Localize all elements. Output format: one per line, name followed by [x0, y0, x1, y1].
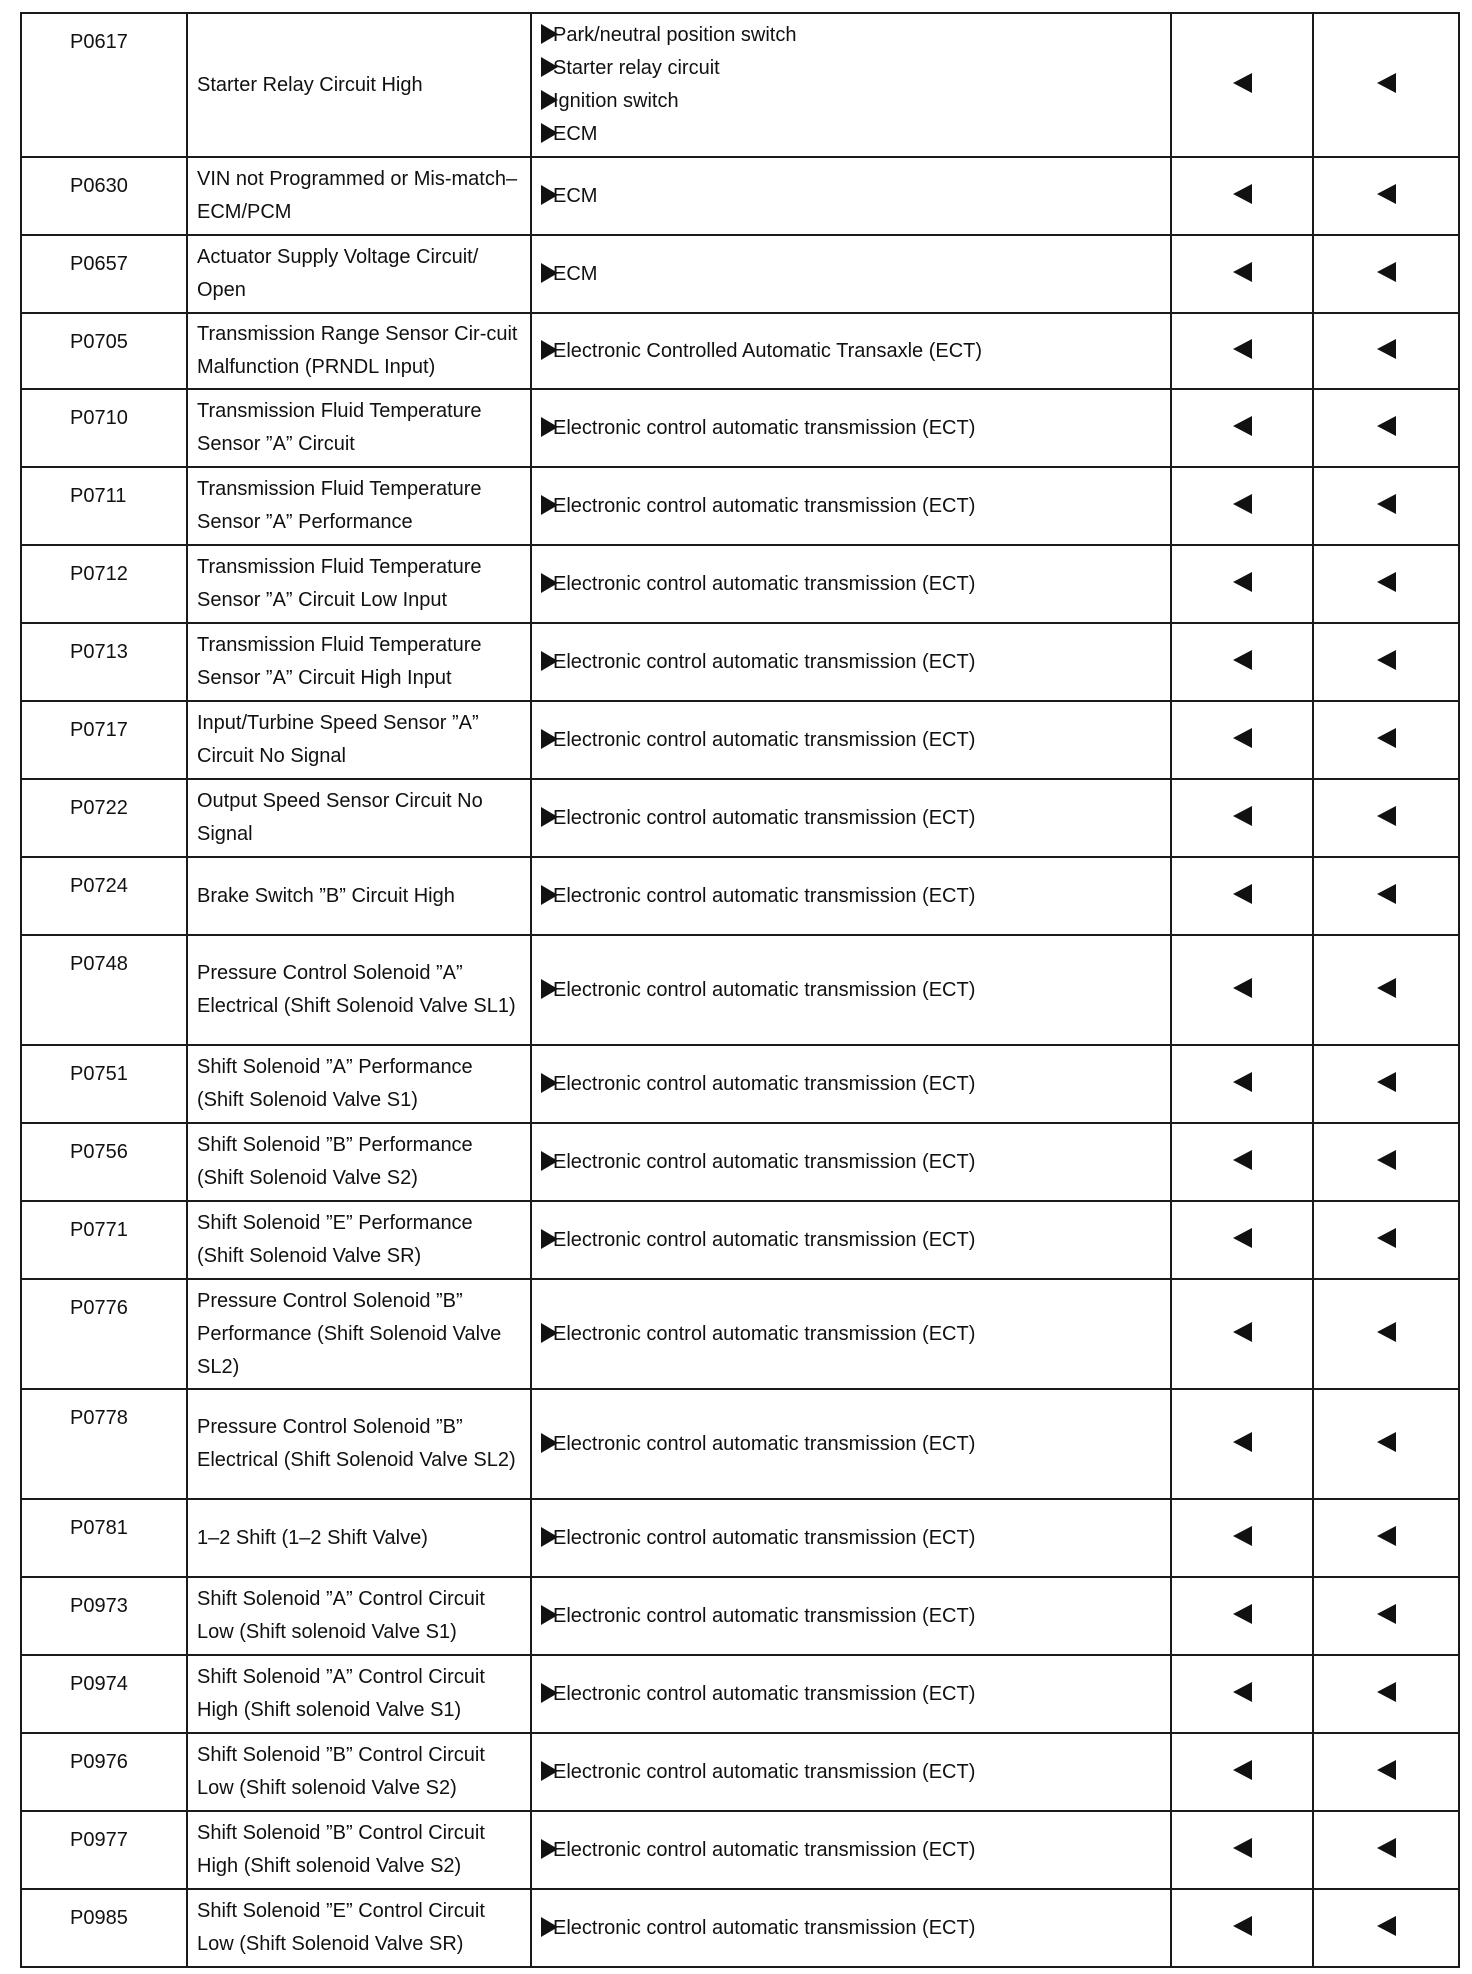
memory-mark-cell — [1313, 467, 1459, 545]
trouble-area-item — [541, 118, 1170, 151]
left-triangle-mark-icon — [1377, 1760, 1396, 1780]
trouble-area-item — [541, 1522, 1170, 1555]
dtc-code-cell — [21, 1811, 187, 1889]
trouble-area-item — [541, 258, 1170, 291]
mil-mark-cell — [1171, 1733, 1313, 1811]
mil-mark-cell — [1171, 857, 1313, 935]
dtc-description: Shift Solenoid ”A” Control Circuit High (Shift solenoid Valve S1) — [187, 1655, 531, 1733]
dtc-code: P0973 — [70, 1595, 128, 1617]
left-triangle-mark-icon — [1233, 650, 1252, 670]
memory-mark-cell — [1313, 1499, 1459, 1577]
left-triangle-mark-icon — [1377, 1432, 1396, 1452]
dtc-code: P0724 — [70, 875, 128, 897]
dtc-code: P0657 — [70, 253, 128, 275]
trouble-area-text: Electronic control automatic transmission (ECT) — [553, 1682, 976, 1705]
trouble-area-cell — [531, 1889, 1171, 1967]
dtc-description: Pressure Control Solenoid ”B” Performance (Shift Solenoid Valve SL2) — [187, 1279, 531, 1389]
dtc-code: P0977 — [70, 1829, 128, 1851]
memory-mark-cell — [1313, 1655, 1459, 1733]
trouble-area-cell — [531, 1279, 1171, 1389]
trouble-area-text: Starter relay circuit — [553, 57, 720, 79]
table-row — [21, 623, 1459, 701]
left-triangle-mark-icon — [1233, 978, 1252, 998]
left-triangle-mark-icon — [1233, 572, 1252, 592]
trouble-area-item — [541, 490, 1170, 523]
trouble-area-text: Electronic control automatic transmission (ECT) — [553, 1760, 976, 1783]
trouble-area-text: Electronic control automatic transmission (ECT) — [553, 650, 976, 673]
dtc-description: Brake Switch ”B” Circuit High — [187, 857, 531, 935]
trouble-area-text: ECM — [553, 184, 598, 207]
dtc-code-cell — [21, 857, 187, 935]
left-triangle-mark-icon — [1233, 339, 1252, 359]
dtc-description: Shift Solenoid ”B” Control Circuit High (Shift solenoid Valve S2) — [187, 1811, 531, 1889]
dtc-description: Transmission Range Sensor Cir-cuit Malfunction (PRNDL Input) — [187, 313, 531, 389]
dtc-code: P0985 — [70, 1907, 128, 1929]
trouble-area-item — [541, 568, 1170, 601]
trouble-area-cell — [531, 157, 1171, 235]
table-row — [21, 467, 1459, 545]
dtc-code: P0771 — [70, 1219, 128, 1241]
dtc-code: P0617 — [70, 31, 128, 53]
dtc-table-body — [21, 13, 1459, 1967]
trouble-area-cell — [531, 235, 1171, 313]
trouble-area-item — [541, 1600, 1170, 1633]
dtc-code-cell — [21, 313, 187, 389]
dtc-code-cell — [21, 1279, 187, 1389]
mil-mark-cell — [1171, 623, 1313, 701]
dtc-code: P0630 — [70, 175, 128, 197]
dtc-code: P0711 — [70, 485, 127, 507]
dtc-code-cell — [21, 235, 187, 313]
memory-mark-cell — [1313, 13, 1459, 157]
dtc-table — [20, 12, 1460, 1968]
trouble-area-text: Electronic control automatic transmission (ECT) — [553, 806, 976, 829]
trouble-area-cell — [531, 1655, 1171, 1733]
trouble-area-item — [541, 974, 1170, 1007]
dtc-code: P0781 — [70, 1517, 128, 1539]
mil-mark-cell — [1171, 1811, 1313, 1889]
left-triangle-mark-icon — [1377, 884, 1396, 904]
mil-mark-cell — [1171, 389, 1313, 467]
trouble-area-text: Electronic control automatic transmission (ECT) — [553, 1526, 976, 1549]
mil-mark-cell — [1171, 235, 1313, 313]
left-triangle-mark-icon — [1377, 262, 1396, 282]
trouble-area-text: Electronic control automatic transmission (ECT) — [553, 1322, 976, 1345]
trouble-area-text: Ignition switch — [553, 90, 679, 112]
left-triangle-mark-icon — [1233, 494, 1252, 514]
dtc-description: Shift Solenoid ”E” Performance (Shift Solenoid Valve SR) — [187, 1201, 531, 1279]
trouble-area-cell — [531, 313, 1171, 389]
memory-mark-cell — [1313, 935, 1459, 1045]
dtc-code: P0722 — [70, 797, 128, 819]
mil-mark-cell — [1171, 1389, 1313, 1499]
table-row — [21, 389, 1459, 467]
memory-mark-cell — [1313, 1889, 1459, 1967]
mil-mark-cell — [1171, 467, 1313, 545]
trouble-area-text: Electronic control automatic transmission (ECT) — [553, 1432, 976, 1455]
dtc-code: P0710 — [70, 407, 128, 429]
trouble-area-item — [541, 1756, 1170, 1789]
left-triangle-mark-icon — [1377, 1682, 1396, 1702]
table-row — [21, 1577, 1459, 1655]
memory-mark-cell — [1313, 1201, 1459, 1279]
table-row — [21, 935, 1459, 1045]
dtc-code: P0776 — [70, 1297, 128, 1319]
trouble-area-cell — [531, 623, 1171, 701]
memory-mark-cell — [1313, 1577, 1459, 1655]
table-row — [21, 779, 1459, 857]
mil-mark-cell — [1171, 545, 1313, 623]
trouble-area-item — [541, 724, 1170, 757]
dtc-code-cell — [21, 157, 187, 235]
trouble-area-text: Electronic control automatic transmission (ECT) — [553, 572, 976, 595]
trouble-area-item — [541, 335, 1170, 368]
trouble-area-text: ECM — [553, 123, 598, 145]
left-triangle-mark-icon — [1233, 1838, 1252, 1858]
trouble-area-cell — [531, 1045, 1171, 1123]
dtc-code-cell — [21, 1577, 187, 1655]
memory-mark-cell — [1313, 235, 1459, 313]
dtc-code-cell — [21, 13, 187, 157]
trouble-area-text: Electronic control automatic transmission (ECT) — [553, 728, 976, 751]
left-triangle-mark-icon — [1233, 806, 1252, 826]
dtc-code: P0976 — [70, 1751, 128, 1773]
dtc-code-cell — [21, 545, 187, 623]
table-row — [21, 1499, 1459, 1577]
dtc-description: Input/Turbine Speed Sensor ”A” Circuit No Signal — [187, 701, 531, 779]
left-triangle-mark-icon — [1233, 1322, 1252, 1342]
dtc-description: 1–2 Shift (1–2 Shift Valve) — [187, 1499, 531, 1577]
mil-mark-cell — [1171, 1123, 1313, 1201]
dtc-code-cell — [21, 1123, 187, 1201]
table-row — [21, 1123, 1459, 1201]
left-triangle-mark-icon — [1233, 1072, 1252, 1092]
dtc-description: Starter Relay Circuit High — [187, 13, 531, 157]
dtc-description: Shift Solenoid ”B” Control Circuit Low (Shift solenoid Valve S2) — [187, 1733, 531, 1811]
table-row — [21, 1733, 1459, 1811]
trouble-area-cell — [531, 545, 1171, 623]
left-triangle-mark-icon — [1377, 1150, 1396, 1170]
dtc-code-cell — [21, 1655, 187, 1733]
memory-mark-cell — [1313, 1279, 1459, 1389]
left-triangle-mark-icon — [1377, 1604, 1396, 1624]
memory-mark-cell — [1313, 1811, 1459, 1889]
dtc-code: P0756 — [70, 1141, 128, 1163]
memory-mark-cell — [1313, 1389, 1459, 1499]
table-row — [21, 1201, 1459, 1279]
mil-mark-cell — [1171, 1201, 1313, 1279]
trouble-area-item — [541, 1428, 1170, 1461]
trouble-area-text: Park/neutral position switch — [553, 24, 797, 46]
trouble-area-cell — [531, 1577, 1171, 1655]
table-row — [21, 13, 1459, 157]
left-triangle-mark-icon — [1377, 416, 1396, 436]
left-triangle-mark-icon — [1233, 1760, 1252, 1780]
left-triangle-mark-icon — [1377, 1916, 1396, 1936]
left-triangle-mark-icon — [1377, 650, 1396, 670]
trouble-area-item — [541, 19, 1170, 52]
mil-mark-cell — [1171, 701, 1313, 779]
dtc-code: P0713 — [70, 641, 128, 663]
memory-mark-cell — [1313, 313, 1459, 389]
left-triangle-mark-icon — [1377, 1322, 1396, 1342]
trouble-area-text: Electronic control automatic transmission (ECT) — [553, 1604, 976, 1627]
left-triangle-mark-icon — [1233, 1682, 1252, 1702]
dtc-code: P0717 — [70, 719, 128, 741]
trouble-area-item — [541, 1678, 1170, 1711]
trouble-area-item — [541, 1912, 1170, 1945]
trouble-area-cell — [531, 1201, 1171, 1279]
dtc-code-cell — [21, 935, 187, 1045]
table-row — [21, 1889, 1459, 1967]
dtc-description: Transmission Fluid Temperature Sensor ”A” Performance — [187, 467, 531, 545]
trouble-area-cell — [531, 467, 1171, 545]
memory-mark-cell — [1313, 623, 1459, 701]
trouble-area-cell — [531, 701, 1171, 779]
mil-mark-cell — [1171, 1499, 1313, 1577]
dtc-code-cell — [21, 1889, 187, 1967]
left-triangle-mark-icon — [1377, 978, 1396, 998]
left-triangle-mark-icon — [1233, 73, 1252, 93]
trouble-area-item — [541, 1146, 1170, 1179]
trouble-area-text: Electronic Controlled Automatic Transaxle (ECT) — [553, 339, 983, 362]
dtc-code: P0712 — [70, 563, 128, 585]
trouble-area-text: Electronic control automatic transmission (ECT) — [553, 978, 976, 1001]
left-triangle-mark-icon — [1233, 416, 1252, 436]
left-triangle-mark-icon — [1233, 1916, 1252, 1936]
dtc-description: Output Speed Sensor Circuit No Signal — [187, 779, 531, 857]
trouble-area-cell — [531, 1811, 1171, 1889]
table-row — [21, 545, 1459, 623]
dtc-code-cell — [21, 1499, 187, 1577]
trouble-area-text: Electronic control automatic transmission (ECT) — [553, 1228, 976, 1251]
dtc-description: Shift Solenoid ”E” Control Circuit Low (Shift Solenoid Valve SR) — [187, 1889, 531, 1967]
table-row — [21, 857, 1459, 935]
trouble-area-text: ECM — [553, 262, 598, 285]
dtc-description: Shift Solenoid ”A” Control Circuit Low (Shift solenoid Valve S1) — [187, 1577, 531, 1655]
trouble-area-text: Electronic control automatic transmission (ECT) — [553, 1072, 976, 1095]
left-triangle-mark-icon — [1233, 184, 1252, 204]
table-row — [21, 1279, 1459, 1389]
trouble-area-cell — [531, 779, 1171, 857]
trouble-area-item — [541, 1224, 1170, 1257]
left-triangle-mark-icon — [1377, 806, 1396, 826]
left-triangle-mark-icon — [1233, 728, 1252, 748]
table-row — [21, 1389, 1459, 1499]
memory-mark-cell — [1313, 545, 1459, 623]
memory-mark-cell — [1313, 701, 1459, 779]
trouble-area-cell — [531, 1123, 1171, 1201]
left-triangle-mark-icon — [1233, 1432, 1252, 1452]
trouble-area-cell — [531, 857, 1171, 935]
dtc-description: Actuator Supply Voltage Circuit/ Open — [187, 235, 531, 313]
left-triangle-mark-icon — [1377, 1228, 1396, 1248]
left-triangle-mark-icon — [1377, 1526, 1396, 1546]
dtc-description: Pressure Control Solenoid ”A” Electrical (Shift Solenoid Valve SL1) — [187, 935, 531, 1045]
table-row — [21, 1045, 1459, 1123]
dtc-code: P0705 — [70, 331, 128, 353]
trouble-area-text: Electronic control automatic transmission (ECT) — [553, 494, 976, 517]
left-triangle-mark-icon — [1377, 1838, 1396, 1858]
dtc-code: P0751 — [70, 1063, 128, 1085]
dtc-description: Shift Solenoid ”B” Performance (Shift Solenoid Valve S2) — [187, 1123, 531, 1201]
memory-mark-cell — [1313, 389, 1459, 467]
dtc-code: P0778 — [70, 1407, 128, 1429]
memory-mark-cell — [1313, 779, 1459, 857]
left-triangle-mark-icon — [1233, 884, 1252, 904]
dtc-code: P0974 — [70, 1673, 128, 1695]
dtc-code-cell — [21, 389, 187, 467]
left-triangle-mark-icon — [1377, 728, 1396, 748]
table-row — [21, 157, 1459, 235]
trouble-area-item — [541, 1834, 1170, 1867]
mil-mark-cell — [1171, 313, 1313, 389]
dtc-description: Transmission Fluid Temperature Sensor ”A” Circuit High Input — [187, 623, 531, 701]
left-triangle-mark-icon — [1377, 73, 1396, 93]
left-triangle-mark-icon — [1233, 262, 1252, 282]
mil-mark-cell — [1171, 1577, 1313, 1655]
dtc-description: VIN not Programmed or Mis-match–ECM/PCM — [187, 157, 531, 235]
dtc-code-cell — [21, 1733, 187, 1811]
mil-mark-cell — [1171, 157, 1313, 235]
trouble-area-item — [541, 412, 1170, 445]
memory-mark-cell — [1313, 1045, 1459, 1123]
mil-mark-cell — [1171, 13, 1313, 157]
trouble-area-item — [541, 802, 1170, 835]
dtc-code-cell — [21, 467, 187, 545]
memory-mark-cell — [1313, 1123, 1459, 1201]
trouble-area-text: Electronic control automatic transmission (ECT) — [553, 1916, 976, 1939]
trouble-area-text: Electronic control automatic transmission (ECT) — [553, 884, 976, 907]
dtc-description: Shift Solenoid ”A” Performance (Shift Solenoid Valve S1) — [187, 1045, 531, 1123]
trouble-area-item — [541, 180, 1170, 213]
mil-mark-cell — [1171, 1045, 1313, 1123]
trouble-area-item — [541, 85, 1170, 118]
mil-mark-cell — [1171, 935, 1313, 1045]
dtc-code-cell — [21, 1201, 187, 1279]
trouble-area-cell — [531, 1499, 1171, 1577]
trouble-area-item — [541, 880, 1170, 913]
dtc-code: P0748 — [70, 953, 128, 975]
trouble-area-cell — [531, 389, 1171, 467]
dtc-code-cell — [21, 779, 187, 857]
memory-mark-cell — [1313, 857, 1459, 935]
trouble-area-item — [541, 1068, 1170, 1101]
left-triangle-mark-icon — [1377, 339, 1396, 359]
dtc-code-cell — [21, 1045, 187, 1123]
dtc-code-cell — [21, 701, 187, 779]
table-row — [21, 235, 1459, 313]
table-row — [21, 701, 1459, 779]
trouble-area-cell — [531, 1733, 1171, 1811]
left-triangle-mark-icon — [1233, 1150, 1252, 1170]
trouble-area-cell — [531, 935, 1171, 1045]
dtc-description: Transmission Fluid Temperature Sensor ”A” Circuit — [187, 389, 531, 467]
memory-mark-cell — [1313, 157, 1459, 235]
table-row — [21, 1811, 1459, 1889]
trouble-area-cell — [531, 1389, 1171, 1499]
dtc-description: Pressure Control Solenoid ”B” Electrical (Shift Solenoid Valve SL2) — [187, 1389, 531, 1499]
dtc-code-cell — [21, 1389, 187, 1499]
trouble-area-text: Electronic control automatic transmission (ECT) — [553, 1838, 976, 1861]
mil-mark-cell — [1171, 1279, 1313, 1389]
dtc-description: Transmission Fluid Temperature Sensor ”A” Circuit Low Input — [187, 545, 531, 623]
memory-mark-cell — [1313, 1733, 1459, 1811]
trouble-area-text: Electronic control automatic transmission (ECT) — [553, 1150, 976, 1173]
trouble-area-cell — [531, 13, 1171, 157]
trouble-area-item — [541, 1318, 1170, 1351]
left-triangle-mark-icon — [1377, 1072, 1396, 1092]
table-row — [21, 1655, 1459, 1733]
left-triangle-mark-icon — [1377, 494, 1396, 514]
left-triangle-mark-icon — [1233, 1228, 1252, 1248]
dtc-code-cell — [21, 623, 187, 701]
left-triangle-mark-icon — [1233, 1604, 1252, 1624]
left-triangle-mark-icon — [1377, 572, 1396, 592]
trouble-area-text: Electronic control automatic transmission (ECT) — [553, 416, 976, 439]
mil-mark-cell — [1171, 779, 1313, 857]
trouble-area-item — [541, 52, 1170, 85]
table-row — [21, 313, 1459, 389]
mil-mark-cell — [1171, 1889, 1313, 1967]
mil-mark-cell — [1171, 1655, 1313, 1733]
trouble-area-item — [541, 646, 1170, 679]
left-triangle-mark-icon — [1233, 1526, 1252, 1546]
left-triangle-mark-icon — [1377, 184, 1396, 204]
